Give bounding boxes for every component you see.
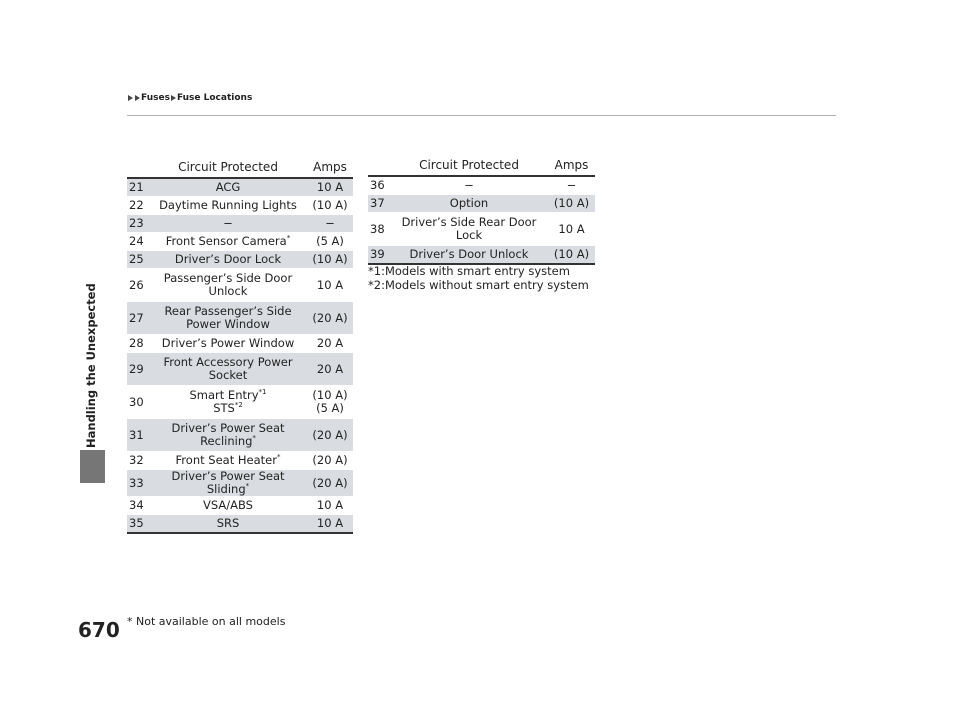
circuit-text <box>149 253 307 266</box>
circuit-label: Rear Passenger’s Side <box>164 304 292 318</box>
amps-cell <box>548 246 595 265</box>
circuit-protected-cell <box>149 178 307 197</box>
amps-cell <box>307 353 353 386</box>
circuit-text <box>149 199 307 212</box>
fuse-number: 26 <box>127 269 149 302</box>
table-row <box>127 197 353 215</box>
amps-value: (10 A) <box>553 196 590 210</box>
amps-cell <box>307 233 353 251</box>
circuit-text <box>149 470 307 496</box>
table-row <box>127 302 353 335</box>
amps-cell <box>307 497 353 515</box>
circuit-protected-cell <box>149 197 307 215</box>
amps-value: (10 A) <box>312 198 348 212</box>
breadcrumb-arrow-icon <box>135 95 140 101</box>
circuit-text <box>149 217 307 230</box>
table-row <box>127 419 353 452</box>
amps-value: (5 A) <box>316 401 344 415</box>
circuit-text <box>149 285 307 298</box>
table-row <box>127 452 353 470</box>
circuit-text <box>390 248 548 261</box>
fuse-number: 33 <box>127 470 149 497</box>
amps-value: (10 A) <box>312 252 348 266</box>
circuit-label: Front Accessory Power <box>163 355 293 369</box>
amps-cell <box>307 419 353 452</box>
circuit-text <box>149 435 307 448</box>
footnote-marker: *1 <box>258 388 267 397</box>
circuit-label: ACG <box>215 180 241 194</box>
fuse-number: 27 <box>127 302 149 335</box>
fuse-number: 34 <box>127 497 149 515</box>
header-no <box>127 157 149 178</box>
amps-value: (20 A) <box>312 475 348 490</box>
amps-value: 10 A <box>316 516 344 530</box>
amps-cell <box>548 213 595 246</box>
fuse-number: 28 <box>127 335 149 353</box>
amps-value: 10 A <box>316 498 344 512</box>
breadcrumb-arrow-icon <box>128 95 133 101</box>
amps-value: 10 A <box>558 221 585 236</box>
amps-value: (10 A) <box>312 388 348 402</box>
amps-value: (5 A) <box>316 234 344 248</box>
fuse-table-left <box>127 157 353 534</box>
circuit-protected-cell <box>149 497 307 515</box>
circuit-label: Power Window <box>186 317 270 331</box>
fuse-number: 23 <box>127 215 149 233</box>
circuit-label: − <box>223 216 233 230</box>
amps-cell <box>307 470 353 497</box>
section-side-label: Handling the Unexpected <box>84 283 98 448</box>
table-row <box>127 497 353 515</box>
amps-cell <box>307 302 353 335</box>
circuit-label: Front Seat Heater <box>175 453 277 467</box>
breadcrumb-arrow-icon <box>171 95 176 101</box>
circuit-text <box>149 517 307 530</box>
amps-value: (20 A) <box>312 310 348 325</box>
fuse-number: 35 <box>127 515 149 534</box>
circuit-protected-cell <box>149 251 307 269</box>
circuit-label: Option <box>449 196 489 210</box>
circuit-text <box>149 318 307 331</box>
circuit-text <box>149 499 307 512</box>
circuit-label: Driver’s Power Seat Sliding <box>171 469 285 496</box>
amps-cell <box>307 452 353 470</box>
circuit-label: Passenger’s Side Door <box>163 271 293 285</box>
amps-cell <box>307 197 353 215</box>
table-row <box>127 353 353 386</box>
table-row <box>127 178 353 197</box>
circuit-label: Reclining <box>200 434 253 448</box>
footnote-marker: * <box>245 482 250 491</box>
breadcrumb-item[interactable]: Fuse Locations <box>176 93 253 103</box>
circuit-label: Driver’s Door Lock <box>174 252 282 266</box>
table-row <box>368 246 595 265</box>
table-row <box>127 470 353 497</box>
circuit-protected-cell <box>149 386 307 419</box>
amps-value: − <box>566 178 577 192</box>
circuit-protected-cell <box>390 246 548 265</box>
circuit-protected-cell <box>390 195 548 213</box>
fuse-number: 24 <box>127 233 149 251</box>
circuit-protected-cell <box>149 302 307 335</box>
table-row <box>127 215 353 233</box>
circuit-label: Front Sensor Camera <box>165 234 287 248</box>
amps-cell <box>307 335 353 353</box>
circuit-label: VSA/ABS <box>203 498 253 512</box>
circuit-label: Unlock <box>208 284 248 298</box>
availability-note: * Not available on all models <box>127 615 286 628</box>
amps-value: 10 A <box>316 180 344 194</box>
header-circuit-protected: Circuit Protected <box>390 155 548 176</box>
fuse-table-right <box>368 155 595 265</box>
circuit-protected-cell <box>149 269 307 302</box>
amps-value: − <box>325 216 335 230</box>
header-no <box>368 155 390 176</box>
amps-value: 10 A <box>316 277 344 292</box>
table-row <box>368 213 595 246</box>
circuit-protected-cell <box>390 176 548 195</box>
table-row <box>127 269 353 302</box>
amps-value: (20 A) <box>312 453 348 467</box>
footnote-1: *1:Models with smart entry system <box>368 264 570 278</box>
circuit-label: Smart Entry <box>189 388 259 402</box>
circuit-protected-cell <box>149 470 307 497</box>
fuse-number: 21 <box>127 178 149 197</box>
table-row <box>127 251 353 269</box>
header-amps: Amps <box>548 155 595 176</box>
circuit-protected-cell <box>149 335 307 353</box>
table-row <box>127 515 353 534</box>
circuit-label: SRS <box>216 516 240 530</box>
table-row <box>127 386 353 419</box>
fuse-number: 29 <box>127 353 149 386</box>
fuse-number: 31 <box>127 419 149 452</box>
footnote-marker: * <box>276 453 281 462</box>
circuit-label: Lock <box>455 228 483 242</box>
circuit-protected-cell <box>149 233 307 251</box>
circuit-protected-cell <box>149 353 307 386</box>
fuse-number: 22 <box>127 197 149 215</box>
footnote-marker: * <box>286 234 291 243</box>
circuit-text <box>149 369 307 382</box>
fuse-number: 30 <box>127 386 149 419</box>
section-tab-marker <box>80 450 105 483</box>
fuse-number: 25 <box>127 251 149 269</box>
table-row <box>127 335 353 353</box>
footnote-marker: *2 <box>234 401 243 410</box>
circuit-protected-cell <box>149 515 307 534</box>
breadcrumb-item[interactable]: Fuses <box>141 93 170 103</box>
amps-cell <box>307 269 353 302</box>
circuit-text <box>149 181 307 194</box>
amps-cell <box>307 178 353 197</box>
circuit-label: Daytime Running Lights <box>159 198 297 212</box>
circuit-text <box>149 402 307 415</box>
amps-value: 20 A <box>316 336 344 350</box>
table-row <box>127 233 353 251</box>
amps-value: (20 A) <box>312 427 348 442</box>
circuit-label: − <box>464 178 474 192</box>
amps-value: (10 A) <box>553 247 590 261</box>
footnotes <box>368 264 589 292</box>
circuit-text <box>149 235 307 248</box>
circuit-text <box>149 337 307 350</box>
header-circuit-protected: Circuit Protected <box>149 157 307 178</box>
circuit-protected-cell <box>390 213 548 246</box>
amps-cell <box>548 195 595 213</box>
circuit-text <box>390 179 548 192</box>
circuit-text <box>390 197 548 210</box>
fuse-number: 38 <box>368 213 390 246</box>
circuit-label: Socket <box>208 368 248 382</box>
circuit-text <box>149 454 307 467</box>
table-row <box>368 176 595 195</box>
circuit-protected-cell <box>149 419 307 452</box>
amps-cell <box>307 515 353 534</box>
circuit-label: STS <box>213 401 235 415</box>
fuse-number: 37 <box>368 195 390 213</box>
fuse-number: 39 <box>368 246 390 265</box>
amps-value: 20 A <box>316 361 344 376</box>
page-number: 670 <box>78 618 120 642</box>
circuit-text <box>390 229 548 242</box>
amps-cell <box>307 386 353 419</box>
header-divider <box>127 115 836 116</box>
amps-cell <box>307 251 353 269</box>
table-row <box>368 195 595 213</box>
amps-cell <box>548 176 595 195</box>
header-amps: Amps <box>307 157 353 178</box>
circuit-protected-cell <box>149 215 307 233</box>
amps-cell <box>307 215 353 233</box>
table-header-row <box>127 157 353 178</box>
footnote-2: *2:Models without smart entry system <box>368 278 589 292</box>
circuit-label: Driver’s Power Window <box>161 336 295 350</box>
fuse-number: 32 <box>127 452 149 470</box>
footnote-marker: * <box>252 434 256 443</box>
circuit-label: Driver’s Power Seat <box>171 421 285 435</box>
circuit-label: Driver’s Side Rear Door <box>401 215 537 229</box>
circuit-protected-cell <box>149 452 307 470</box>
table-header-row <box>368 155 595 176</box>
circuit-label: Driver’s Door Unlock <box>409 247 529 261</box>
fuse-number: 36 <box>368 176 390 195</box>
breadcrumb <box>127 93 252 103</box>
